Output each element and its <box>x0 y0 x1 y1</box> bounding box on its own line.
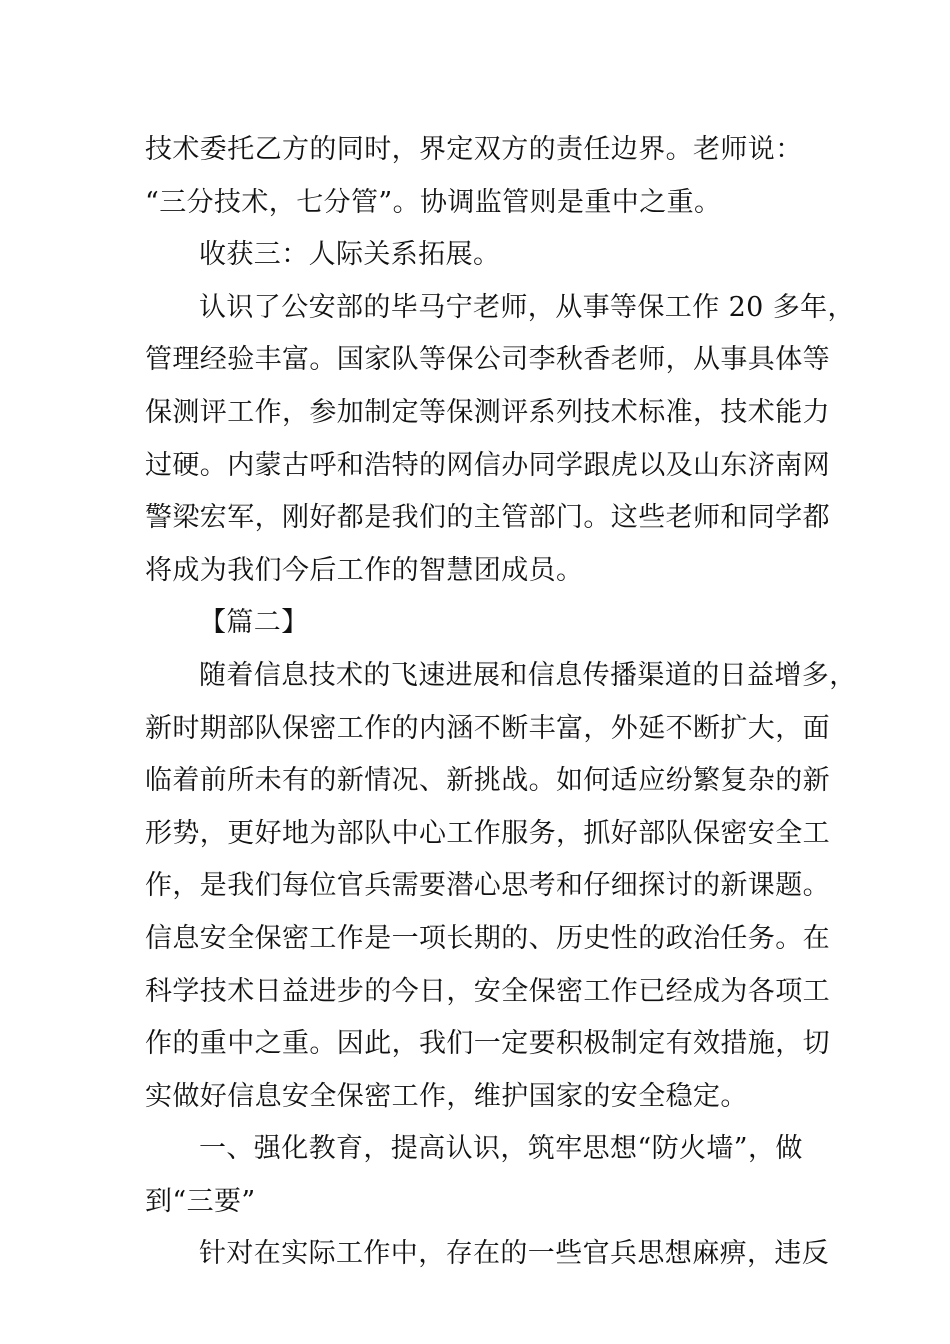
section-heading: 一、强化教育，提高认识，筑牢思想“防火墙”，做 <box>199 1133 803 1165</box>
text-line: 科学技术日益进步的今日，安全保密工作已经成为各项工 <box>145 975 830 1007</box>
text-line: 保测评工作，参加制定等保测评系列技术标准，技术能力 <box>145 396 830 428</box>
text-line: 作的重中之重。因此，我们一定要积极制定有效措施，切 <box>145 1028 830 1060</box>
text-line: 针对在实际工作中，存在的一些官兵思想麻痹，违反 <box>199 1238 830 1270</box>
text-line: 认识了公安部的毕马宁老师，从事等保工作 20 多年， <box>199 291 855 323</box>
text-line: “三分技术，七分管”。协调监管则是重中之重。 <box>145 186 722 218</box>
text-line: 作，是我们每位官兵需要潜心思考和仔细探讨的新课题。 <box>145 870 830 902</box>
text-line: 技术委托乙方的同时，界定双方的责任边界。老师说： <box>145 134 803 165</box>
text-line: 实做好信息安全保密工作，维护国家的安全稳定。 <box>145 1080 748 1112</box>
text-line: 警梁宏军，刚好都是我们的主管部门。这些老师和同学都 <box>145 502 830 534</box>
text-line: 过硬。内蒙古呼和浩特的网信办同学跟虎以及山东济南网 <box>145 449 830 481</box>
chapter-heading: 【篇二】 <box>199 607 309 639</box>
text-line: 形势，更好地为部队中心工作服务，抓好部队保密安全工 <box>145 817 830 849</box>
text-line: 临着前所未有的新情况、新挑战。如何适应纷繁复杂的新 <box>145 765 830 797</box>
text-line: 管理经验丰富。国家队等保公司李秋香老师，从事具体等 <box>145 344 830 376</box>
text-line: 随着信息技术的飞速进展和信息传播渠道的日益增多， <box>199 659 857 691</box>
text-line: 信息安全保密工作是一项长期的、历史性的政治任务。在 <box>145 922 830 954</box>
section-heading: 收获三：人际关系拓展。 <box>199 239 501 271</box>
section-heading-continued: 到“三要” <box>145 1185 256 1217</box>
text-line: 新时期部队保密工作的内涵不断丰富，外延不断扩大，面 <box>145 712 830 744</box>
text-line: 将成为我们今后工作的智慧团成员。 <box>145 554 584 586</box>
document-body <box>145 124 857 1281</box>
